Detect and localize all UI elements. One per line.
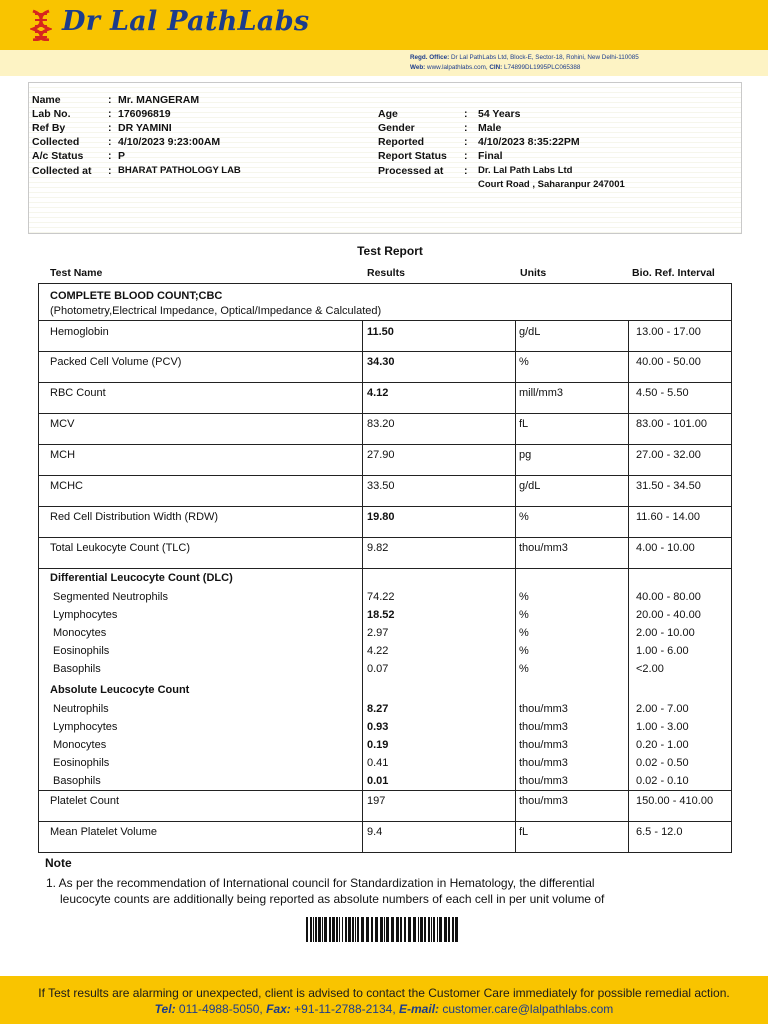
test-result: 8.27: [367, 703, 389, 715]
registered-office-bar: [0, 50, 768, 76]
test-unit: %: [519, 663, 529, 675]
test-unit: thou/mm3: [519, 542, 568, 554]
note-title: Note: [45, 856, 72, 870]
test-name: Platelet Count: [50, 795, 120, 807]
table-column-divider: [628, 475, 629, 506]
test-ref-interval: 4.00 - 10.00: [636, 542, 695, 554]
table-column-divider: [628, 821, 629, 853]
test-ref-interval: 40.00 - 80.00: [636, 591, 701, 603]
patient-field-label: A/c Status: [32, 150, 84, 162]
patient-field-value: BHARAT PATHOLOGY LAB: [118, 165, 241, 176]
footer-email-link[interactable]: customer.care@lalpathlabs.com: [442, 1002, 614, 1016]
patient-field-value: DR YAMINI: [118, 122, 172, 134]
test-result: 74.22: [367, 591, 395, 603]
patient-field-colon: :: [464, 122, 468, 134]
table-column-divider: [362, 790, 363, 821]
barcode-icon: [306, 917, 461, 942]
test-unit: thou/mm3: [519, 757, 568, 769]
test-name: MCHC: [50, 480, 83, 492]
test-name: Segmented Neutrophils: [53, 591, 168, 603]
test-unit: %: [519, 591, 529, 603]
test-ref-interval: 11.60 - 14.00: [636, 511, 701, 523]
test-ref-interval: 1.00 - 3.00: [636, 721, 689, 733]
test-name: Lymphocytes: [53, 609, 118, 621]
test-unit: %: [519, 356, 529, 368]
test-ref-interval: 1.00 - 6.00: [636, 645, 689, 657]
test-name: Monocytes: [53, 627, 107, 639]
test-name: Hemoglobin: [50, 326, 109, 338]
table-column-divider: [362, 821, 363, 853]
table-column-divider: [628, 537, 629, 568]
dna-logo-icon: [30, 9, 52, 41]
test-ref-interval: 4.50 - 5.50: [636, 387, 689, 399]
test-ref-interval: 83.00 - 101.00: [636, 418, 707, 430]
test-unit: thou/mm3: [519, 795, 568, 807]
test-ref-interval: 0.02 - 0.50: [636, 757, 689, 769]
test-result: 34.30: [367, 356, 395, 368]
test-result: 0.01: [367, 775, 389, 787]
patient-field-label: Reported: [378, 136, 425, 148]
patient-field-label: Collected: [32, 136, 80, 148]
test-result: 11.50: [367, 326, 394, 338]
test-unit: thou/mm3: [519, 721, 568, 733]
table-column-divider: [362, 382, 363, 413]
table-column-divider: [515, 475, 516, 506]
table-column-divider: [362, 537, 363, 568]
test-unit: %: [519, 627, 529, 639]
test-name: MCV: [50, 418, 75, 430]
test-name: Mean Platelet Volume: [50, 826, 158, 838]
patient-field-colon: :: [464, 136, 468, 148]
test-ref-interval: 27.00 - 32.00: [636, 449, 701, 461]
patient-field-label: Processed at: [378, 165, 444, 177]
test-name: MCH: [50, 449, 76, 461]
patient-field-label: Ref By: [32, 122, 66, 134]
test-name: Basophils: [53, 663, 101, 675]
brand-header: [0, 0, 768, 50]
test-name: Lymphocytes: [53, 721, 118, 733]
test-name: Packed Cell Volume (PCV): [50, 356, 182, 368]
test-name: Eosinophils: [53, 645, 110, 657]
table-column-divider: [362, 506, 363, 537]
test-result: 0.93: [367, 721, 389, 733]
table-column-divider: [362, 351, 363, 382]
note-text: 1. As per the recommendation of International council for Standardization in Hematology, the differential leucocyte counts are additionally being reported as absolute numbers of each cell in per unit volume of: [46, 876, 605, 906]
test-name: Neutrophils: [53, 703, 109, 715]
table-column-divider: [628, 790, 629, 821]
table-column-divider: [515, 382, 516, 413]
test-ref-interval: 0.20 - 1.00: [636, 739, 689, 751]
patient-field-colon: :: [464, 150, 468, 162]
patient-field-colon: :: [108, 94, 112, 106]
test-unit: fL: [519, 418, 529, 430]
test-name: Monocytes: [53, 739, 107, 751]
test-ref-interval: 20.00 - 40.00: [636, 609, 701, 621]
table-column-divider: [628, 444, 629, 475]
report-title: Test Report: [357, 244, 423, 258]
test-ref-interval: 150.00 - 410.00: [636, 795, 714, 807]
table-column-divider: [515, 413, 516, 444]
table-column-divider: [515, 506, 516, 537]
patient-field-label: Report Status: [378, 150, 447, 162]
table-column-divider: [362, 444, 363, 475]
patient-field-colon: :: [108, 150, 112, 162]
patient-field-value: 4/10/2023 8:35:22PM: [478, 136, 580, 148]
table-column-divider: [515, 320, 516, 351]
test-name: Basophils: [53, 775, 101, 787]
patient-field-value: Final: [478, 150, 503, 162]
test-name: Total Leukocyte Count (TLC): [50, 542, 191, 554]
test-unit: g/dL: [519, 480, 541, 492]
table-column-divider: [515, 351, 516, 382]
table-column-divider: [628, 413, 629, 444]
test-result: 0.41: [367, 757, 389, 769]
patient-field-colon: :: [108, 165, 112, 177]
test-result: 2.97: [367, 627, 389, 639]
test-unit: thou/mm3: [519, 775, 568, 787]
patient-field-colon: :: [464, 165, 468, 177]
column-units: Units: [520, 267, 547, 279]
table-column-divider: [515, 568, 516, 790]
test-result: 83.20: [367, 418, 395, 430]
patient-field-value: Mr. MANGERAM: [118, 94, 200, 106]
patient-field-label: Name: [32, 94, 61, 106]
test-result: 0.19: [367, 739, 389, 751]
table-column-divider: [515, 821, 516, 853]
table-column-divider: [628, 568, 629, 790]
panel-method: (Photometry,Electrical Impedance, Optical/Impedance & Calculated): [50, 305, 382, 317]
test-name: Eosinophils: [53, 757, 110, 769]
test-result: 19.80: [367, 511, 395, 523]
test-unit: g/dL: [519, 326, 541, 338]
table-column-divider: [515, 537, 516, 568]
test-result: 27.90: [367, 449, 395, 461]
test-ref-interval: 31.50 - 34.50: [636, 480, 701, 492]
test-ref-interval: 2.00 - 7.00: [636, 703, 689, 715]
table-column-divider: [628, 382, 629, 413]
column-results: Results: [367, 267, 405, 279]
patient-field-value: Dr. Lal Path Labs Ltd: [478, 165, 573, 176]
panel-title: COMPLETE BLOOD COUNT;CBC: [50, 290, 223, 302]
test-unit: thou/mm3: [519, 739, 568, 751]
dlc-section-title: Differential Leucocyte Count (DLC): [50, 572, 233, 584]
test-ref-interval: <2.00: [636, 663, 664, 675]
table-column-divider: [362, 320, 363, 351]
test-unit: fL: [519, 826, 529, 838]
test-result: 33.50: [367, 480, 395, 492]
table-column-divider: [628, 506, 629, 537]
test-result: 4.12: [367, 387, 389, 399]
patient-field-value: Male: [478, 122, 502, 134]
test-unit: %: [519, 645, 529, 657]
patient-field-value: 4/10/2023 9:23:00AM: [118, 136, 221, 148]
customer-care-footer: [0, 976, 768, 1024]
table-column-divider: [362, 568, 363, 790]
patient-field-label: Lab No.: [32, 108, 71, 120]
patient-field-label: Collected at: [32, 165, 92, 177]
patient-field-colon: :: [108, 108, 112, 120]
test-name: RBC Count: [50, 387, 106, 399]
test-result: 9.82: [367, 542, 389, 554]
brand-name: Dr Lal PathLabs: [62, 6, 310, 37]
test-ref-interval: 0.02 - 0.10: [636, 775, 689, 787]
table-column-divider: [362, 413, 363, 444]
test-result: 0.07: [367, 663, 389, 675]
patient-field-value: 176096819: [118, 108, 171, 120]
test-unit: thou/mm3: [519, 703, 568, 715]
patient-field-label: Age: [378, 108, 398, 120]
test-result: 18.52: [367, 609, 395, 621]
patient-field-colon: :: [464, 108, 468, 120]
test-ref-interval: 6.5 - 12.0: [636, 826, 683, 838]
patient-field-value: Court Road , Saharanpur 247001: [478, 179, 625, 190]
patient-field-value: P: [118, 150, 126, 162]
table-column-divider: [628, 320, 629, 351]
column-test-name: Test Name: [50, 267, 103, 279]
patient-field-value: 54 Years: [478, 108, 521, 120]
test-result: 197: [367, 795, 386, 807]
alc-section-title: Absolute Leucocyte Count: [50, 684, 190, 696]
test-unit: %: [519, 609, 529, 621]
footer-contacts: Tel: 011-4988-5050, Fax: +91-11-2788-2134, E-mail: customer.care@lalpathlabs.com: [154, 1002, 614, 1016]
test-ref-interval: 2.00 - 10.00: [636, 627, 695, 639]
test-ref-interval: 13.00 - 17.00: [636, 326, 701, 338]
table-column-divider: [515, 790, 516, 821]
footer-advisory: If Test results are alarming or unexpected, client is advised to contact the Customer Care immediately for possible remedial action.: [38, 986, 730, 1000]
test-result: 9.4: [367, 826, 383, 838]
patient-field-label: Gender: [378, 122, 415, 134]
test-name: Red Cell Distribution Width (RDW): [50, 511, 219, 523]
patient-field-colon: :: [108, 136, 112, 148]
column-ref-interval: Bio. Ref. Interval: [632, 267, 715, 279]
test-unit: pg: [519, 449, 532, 461]
table-column-divider: [628, 351, 629, 382]
table-column-divider: [515, 444, 516, 475]
table-column-divider: [362, 475, 363, 506]
test-result: 4.22: [367, 645, 389, 657]
test-unit: mill/mm3: [519, 387, 563, 399]
test-unit: %: [519, 511, 529, 523]
registered-office-info: Regd. Office: Dr Lal PathLabs Ltd, Block-E, Sector-18, Rohini, New Delhi-110085 Web: www.lalpathlabs.com, CIN: L74899DL1995PLC065388: [410, 54, 639, 71]
patient-field-colon: :: [108, 122, 112, 134]
test-ref-interval: 40.00 - 50.00: [636, 356, 701, 368]
